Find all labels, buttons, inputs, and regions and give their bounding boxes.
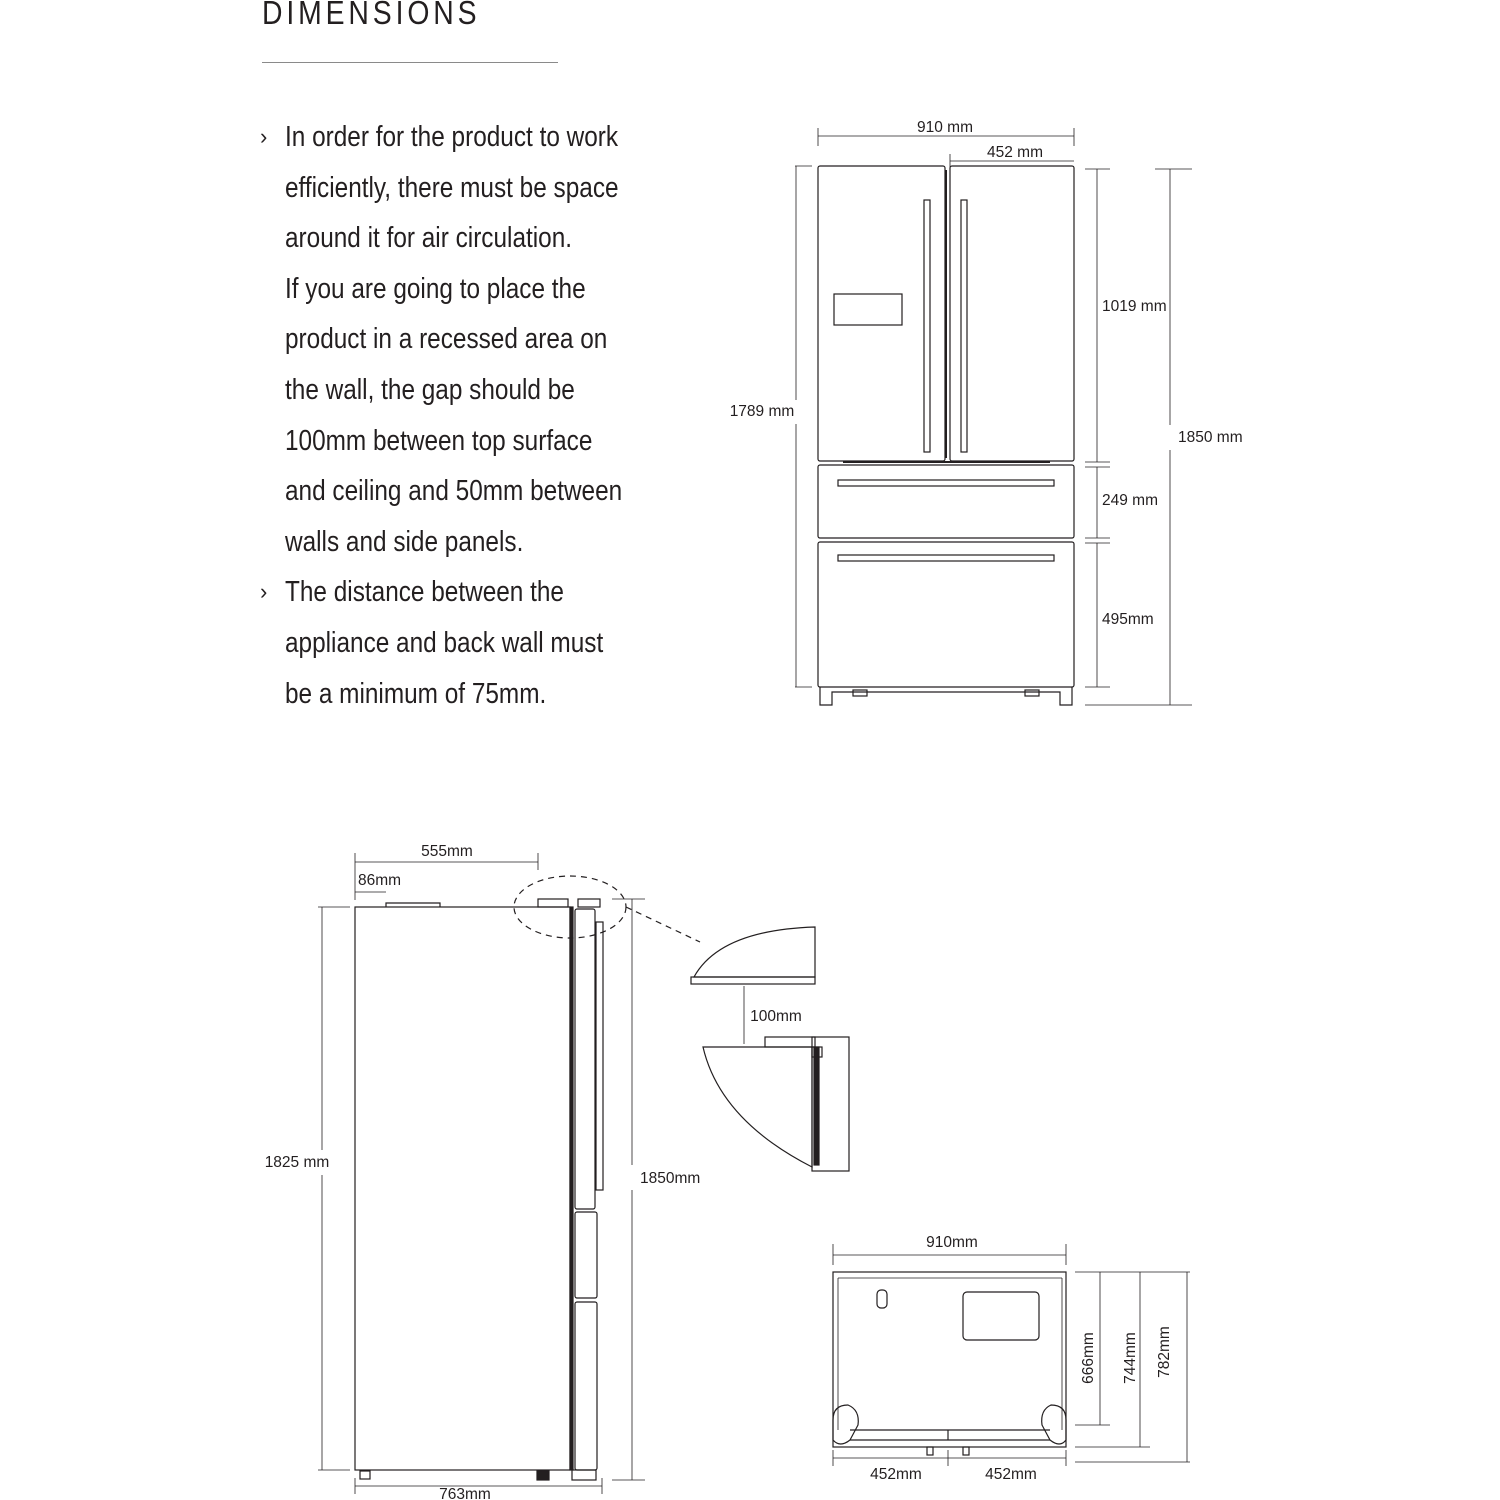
display-panel <box>834 294 902 325</box>
front-width-label: 910 mm <box>917 119 973 136</box>
top-right-door-label: 452mm <box>985 1466 1037 1483</box>
note-line: The distance between the <box>285 576 564 609</box>
note-line: In order for the product to work <box>285 121 619 153</box>
fridge-section-label: 1019 mm <box>1102 298 1167 315</box>
top-view <box>833 1234 1190 1483</box>
note-bullet: › <box>260 579 268 605</box>
top-control-panel <box>963 1292 1039 1340</box>
side-total-height-label: 1850mm <box>640 1170 701 1187</box>
side-depth-label: 555mm <box>421 843 473 860</box>
left-door <box>818 166 945 461</box>
bottom-drawer-handle <box>838 555 1054 561</box>
note-line: be a minimum of 75mm. <box>285 677 547 710</box>
side-top-offset-label: 86mm <box>358 872 402 889</box>
front-body-height-label: 1789 mm <box>729 403 795 420</box>
right-door <box>950 166 1074 461</box>
middle-drawer-label: 249 mm <box>1102 492 1158 509</box>
note-line: product in a recessed area on <box>285 323 608 356</box>
note-line: appliance and back wall must <box>285 626 604 659</box>
middle-drawer <box>818 465 1074 538</box>
top-width-label: 910mm <box>926 1234 978 1251</box>
note-line: 100mm between top surface <box>285 424 593 457</box>
front-door-width-label: 452 mm <box>987 144 1043 161</box>
ceiling-gap-detail <box>691 927 849 1171</box>
note-line: around it for air circulation. <box>285 222 573 255</box>
left-door-handle <box>924 200 930 452</box>
note-bullet: › <box>260 124 268 149</box>
bottom-drawer-label: 495mm <box>1102 611 1154 628</box>
side-body <box>355 907 570 1470</box>
top-depth-handles-label: 744mm <box>1122 1332 1139 1384</box>
top-depth-closed-label: 666mm <box>1080 1332 1097 1384</box>
right-door-handle <box>961 200 967 452</box>
top-depth-open-label: 782mm <box>1156 1326 1173 1378</box>
note-line: If you are going to place the <box>285 272 586 305</box>
top-body <box>833 1272 1066 1447</box>
bottom-drawer <box>818 542 1074 687</box>
detail-top-cap <box>694 927 815 977</box>
front-view <box>730 119 1243 705</box>
top-left-door-label: 452mm <box>870 1466 922 1483</box>
note-line: efficiently, there must be space <box>285 171 619 204</box>
side-total-depth-label: 763mm <box>439 1486 491 1500</box>
front-total-height-label: 1850 mm <box>1178 429 1243 446</box>
side-body-height-label: 1825 mm <box>264 1154 330 1171</box>
page-title: DIMENSIONS <box>262 0 481 31</box>
note-line: walls and side panels. <box>285 525 524 558</box>
note-line: and ceiling and 50mm between <box>285 475 623 508</box>
note-line: the wall, the gap should be <box>285 373 575 406</box>
middle-drawer-handle <box>838 480 1054 486</box>
side-view <box>265 843 701 1500</box>
ceiling-gap-label: 100mm <box>750 1008 802 1025</box>
